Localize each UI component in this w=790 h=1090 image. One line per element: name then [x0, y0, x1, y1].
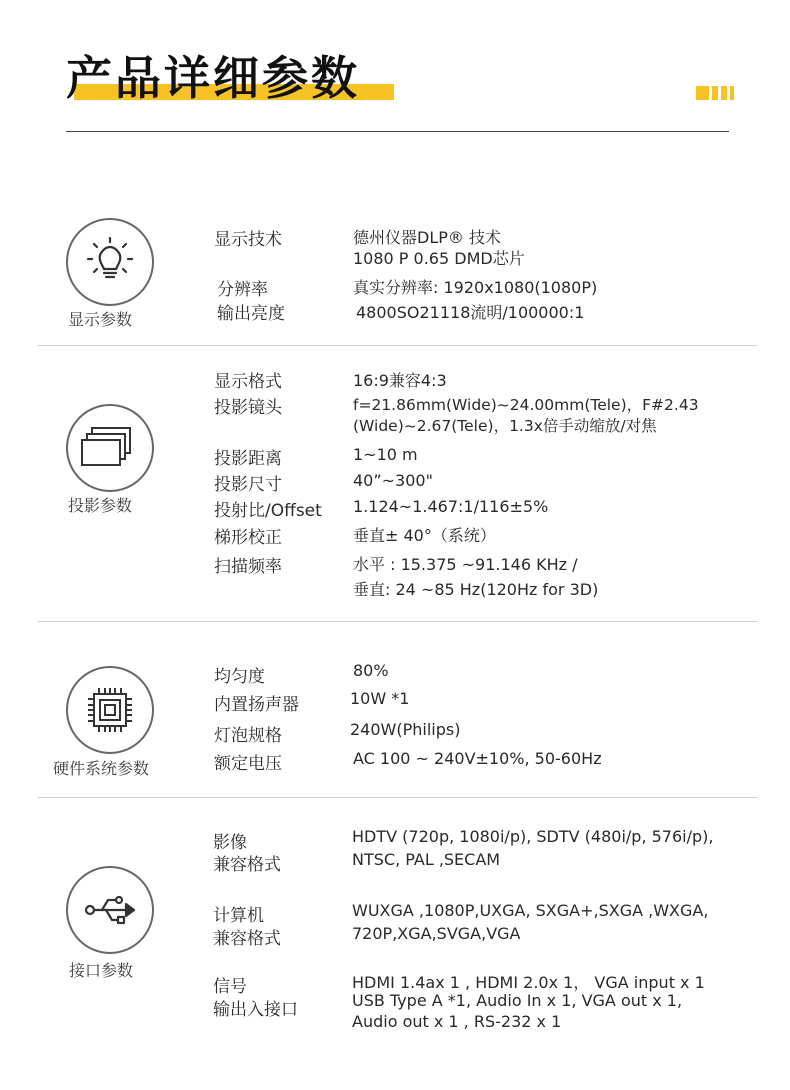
spec-key: 兼容格式: [213, 929, 281, 949]
spec-value: f=21.86mm(Wide)~24.00mm(Tele)，F#2.43: [353, 396, 699, 414]
spec-key: 扫描频率: [214, 557, 282, 577]
spec-value: HDTV (720p, 1080i/p), SDTV (480i/p, 576i/p),: [352, 827, 714, 846]
page-header: [66, 48, 360, 108]
decorative-bars: [696, 86, 734, 100]
spec-value: 垂直± 40°（系统）: [353, 526, 496, 545]
spec-key: 均匀度: [214, 667, 265, 687]
spec-key: 影像: [213, 833, 247, 853]
spec-key: 显示技术: [214, 230, 282, 250]
spec-value: 真实分辨率: 1920x1080(1080P): [353, 278, 598, 297]
spec-value: 德州仪器DLP® 技术: [353, 228, 501, 247]
spec-key: 投影距离: [214, 449, 282, 469]
page-title: 产品详细参数: [66, 51, 360, 105]
spec-value: 1.124~1.467:1/116±5%: [353, 497, 549, 516]
spec-value: NTSC, PAL ,SECAM: [352, 850, 501, 869]
section-label-display: 显示参数: [68, 310, 133, 329]
spec-key: 信号: [213, 977, 247, 997]
section-label-hardware: 硬件系统参数: [53, 759, 150, 778]
spec-value: 4800SO21118流明/100000:1: [356, 303, 585, 322]
lightbulb-icon: [66, 218, 154, 306]
spec-key: 输出亮度: [217, 304, 285, 324]
section-divider: [38, 797, 757, 798]
spec-value: USB Type A *1, Audio In x 1, VGA out x 1,: [352, 991, 683, 1010]
spec-value: (Wide)~2.67(Tele)，1.3x倍手动缩放/对焦: [353, 417, 657, 435]
spec-value: 水平 : 15.375 ~91.146 KHz /: [353, 555, 578, 574]
spec-key: 梯形校正: [214, 528, 282, 548]
spec-value: 垂直: 24 ~85 Hz(120Hz for 3D): [353, 580, 599, 599]
spec-key: 兼容格式: [213, 855, 281, 875]
spec-key: 计算机: [213, 906, 264, 926]
spec-key: 投影镜头: [214, 398, 282, 418]
section-divider: [38, 621, 757, 622]
spec-value: 240W(Philips): [350, 720, 461, 739]
chip-icon: [66, 666, 154, 754]
spec-value: 80%: [353, 661, 389, 680]
section-label-interface: 接口参数: [69, 961, 134, 980]
spec-value: WUXGA ,1080P,UXGA, SXGA+,SXGA ,WXGA,: [352, 901, 709, 920]
spec-value: AC 100 ~ 240V±10%, 50-60Hz: [353, 749, 602, 768]
spec-key: 输出入接口: [213, 1000, 298, 1020]
spec-key: 显示格式: [214, 372, 282, 392]
spec-key: 分辨率: [217, 280, 268, 300]
spec-key: 内置扬声器: [214, 695, 299, 715]
spec-key: 灯泡规格: [214, 726, 282, 746]
header-rule: [66, 131, 729, 132]
spec-value: HDMI 1.4ax 1 , HDMI 2.0x 1， VGA input x 1: [352, 973, 705, 992]
spec-key: 投影尺寸: [214, 475, 282, 495]
spec-key: 额定电压: [214, 754, 282, 774]
section-label-projection: 投影参数: [68, 496, 133, 515]
spec-key: 投射比/Offset: [214, 501, 322, 521]
usb-icon: [66, 866, 154, 954]
spec-value: 10W *1: [350, 689, 410, 708]
spec-value: 1080 P 0.65 DMD芯片: [353, 249, 525, 268]
spec-value: 16:9兼容4:3: [353, 371, 447, 390]
projection-screens-icon: [66, 404, 154, 492]
section-divider: [38, 345, 757, 346]
spec-value: 40”~300": [353, 471, 433, 490]
spec-value: 1~10 m: [353, 445, 418, 464]
spec-value: 720P,XGA,SVGA,VGA: [352, 924, 521, 943]
spec-value: Audio out x 1 , RS-232 x 1: [352, 1012, 562, 1031]
